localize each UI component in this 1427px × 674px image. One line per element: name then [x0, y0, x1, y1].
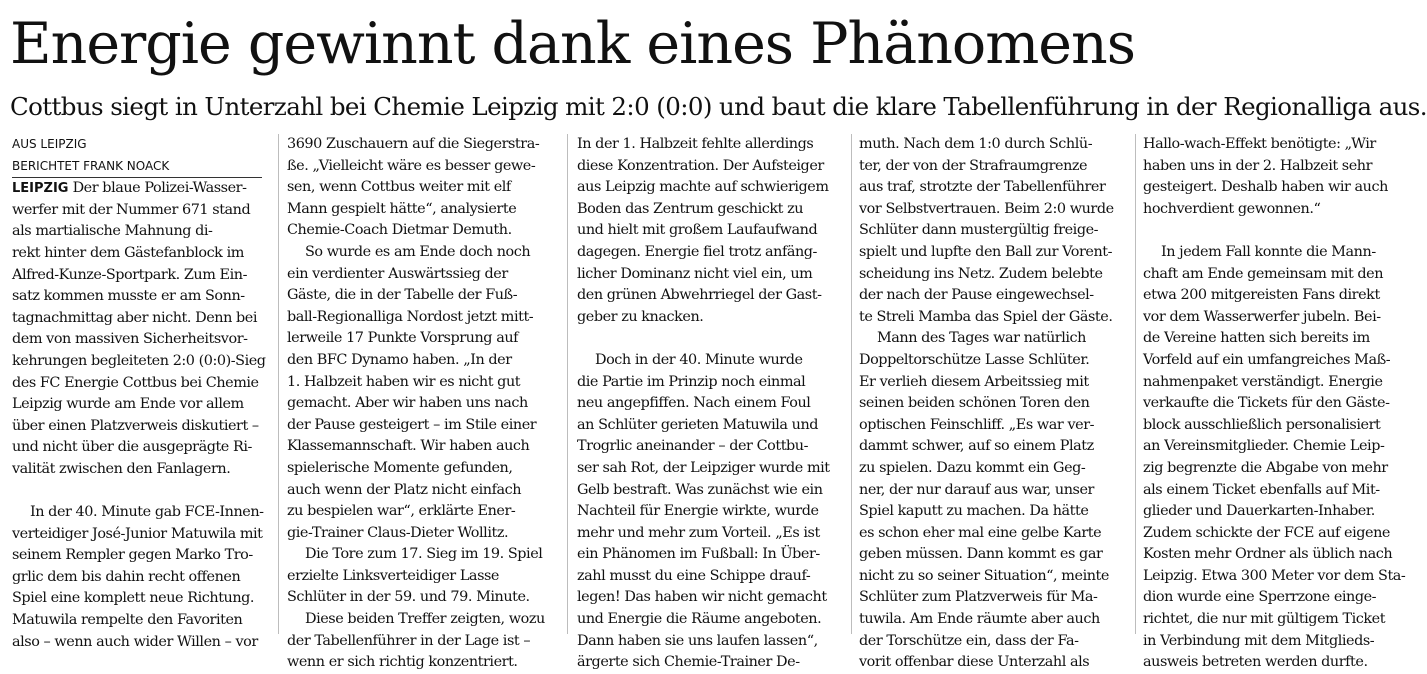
- headline: Energie gewinnt dank eines Phänomens: [10, 11, 1135, 77]
- text-line: Nachteil für Energie wirkte, wurde: [577, 503, 819, 520]
- subheadline: Cottbus siegt in Unterzahl bei Chemie Leipzig mit 2:0 (0:0) und baut die klare Tabellenführung in der Regionalliga aus.: [10, 92, 1427, 121]
- article-column-1: [12, 134, 274, 650]
- text-line: und Energie die Räume angeboten.: [577, 611, 822, 628]
- text-line: Boden das Zentrum geschickt zu: [577, 200, 804, 217]
- text-line: ein Phänomen im Fußball: In Über-: [577, 546, 820, 563]
- text-line: an Schlüter gerieten Matuwila und: [577, 416, 819, 433]
- column-rule: [278, 134, 279, 634]
- text-line: nicht zu so seiner Situation“, meinte: [859, 567, 1109, 584]
- text-line: Mann gespielt hätte“, analysierte: [287, 200, 517, 217]
- text-line: ser sah Rot, der Leipziger wurde mit: [577, 459, 830, 476]
- text-line: seinem Rempler gegen Marko Tro-: [12, 547, 253, 564]
- text-line: rekt hinter dem Gästefanblock im: [12, 244, 244, 261]
- paragraph-gap: [12, 481, 274, 503]
- text-line: Kosten mehr Ordner als üblich nach: [1143, 546, 1393, 563]
- text-line: Schlüter in der 59. und 79. Minute.: [287, 589, 530, 606]
- text-line: an Vereinsmitglieder. Chemie Leip-: [1143, 438, 1385, 455]
- text-line: scheidung ins Netz. Zudem belebte: [859, 265, 1103, 282]
- text-line: Schlüter dann mustergültig freige-: [859, 222, 1099, 239]
- byline-author: BERICHTET FRANK NOACK: [12, 158, 170, 173]
- text-line: Gäste, die in der Tabelle der Fuß-: [287, 287, 518, 304]
- text-line: verteidiger José-Junior Matuwila mit: [12, 525, 263, 542]
- text-line: Dann haben sie uns laufen lassen“,: [577, 632, 818, 649]
- text-line: spielerische Momente gefunden,: [287, 459, 513, 476]
- column-rule: [567, 134, 568, 634]
- text-line: tuwila. Am Ende räumte aber auch: [859, 611, 1100, 628]
- text-line: also – wenn auch wider Willen – vor: [12, 633, 258, 650]
- text-line: satz kommen musste er am Sonn-: [12, 288, 245, 305]
- text-line: In der 1. Halbzeit fehlte allerdings: [577, 136, 814, 152]
- paragraph-gap: [577, 328, 845, 350]
- text-line: etwa 200 mitgereisten Fans direkt: [1143, 287, 1380, 304]
- text-line: aus traf, strotzte der Tabellenführer: [859, 179, 1106, 196]
- text-line: Diese beiden Treffer zeigten, wozu: [305, 611, 545, 628]
- text-line: dammt schwer, auf so einem Platz: [859, 438, 1094, 455]
- text-line: den BFC Dynamo haben. „In der: [287, 351, 512, 368]
- text-line: als martialische Mahnung di-: [12, 223, 213, 240]
- text-line: In der 40. Minute gab FCE-Innen-: [30, 504, 264, 521]
- text-line: grlic dem bis dahin recht offenen: [12, 568, 241, 585]
- text-line: Er verlieh diesem Arbeitssieg mit: [859, 373, 1089, 390]
- text-line: spielt und lupfte den Ball zur Vorent-: [859, 243, 1113, 260]
- text-line: auch wenn der Platz nicht einfach: [287, 481, 522, 498]
- paragraph-gap: [1143, 220, 1397, 242]
- text-line: als einem Ticket ebenfalls auf Mit-: [1143, 481, 1380, 498]
- text-line: Chemie-Coach Dietmar Demuth.: [287, 222, 512, 239]
- article-column-5: [1143, 134, 1406, 671]
- text-line: te Streli Mamba das Spiel der Gäste.: [859, 308, 1113, 325]
- text-line: der Pause gesteigert – im Stile einer: [287, 416, 537, 433]
- text-line: Spiel kaputt zu machen. Da hätte: [859, 503, 1089, 520]
- text-line: haben uns in der 2. Halbzeit sehr: [1143, 157, 1373, 174]
- text-line: In jedem Fall konnte die Mann-: [1161, 243, 1376, 260]
- article-column-2: [287, 134, 559, 671]
- text-line: Leipzig. Etwa 300 Meter vor dem Sta-: [1143, 567, 1406, 584]
- text-line: Doch in der 40. Minute wurde: [595, 351, 803, 368]
- text-line: und nicht über die ausgeprägte Ri-: [12, 439, 252, 456]
- byline-location: AUS LEIPZIG: [12, 137, 87, 151]
- text-line: sen, wenn Cottbus weiter mit elf: [287, 179, 511, 196]
- text-line: gie-Trainer Claus-Dieter Wollitz.: [287, 524, 509, 541]
- text-line: der nach der Pause eingewechsel-: [859, 287, 1094, 304]
- dateline: LEIPZIG: [12, 181, 69, 197]
- text-line: licher Dominanz nicht viel ein, um: [577, 265, 813, 282]
- text-line: de Vereine hatten sich bereits im: [1143, 330, 1370, 347]
- text-line: es schon eher mal eine gelbe Karte: [859, 524, 1102, 541]
- text-line: ße. „Vielleicht wäre es besser gewe-: [287, 157, 536, 174]
- text-line: optischen Feinschliff. „Es war ver-: [859, 416, 1095, 433]
- text-line: Hallo-wach-Effekt benötigte: „Wir: [1143, 136, 1376, 152]
- text-line: Klassemannschaft. Wir haben auch: [287, 438, 530, 455]
- text-line: chaft am Ende gemeinsam mit den: [1143, 265, 1384, 282]
- text-line: Doppeltorschütze Lasse Schlüter.: [859, 351, 1090, 368]
- text-line: 3690 Zuschauern auf die Siegerstra-: [287, 136, 540, 152]
- text-line: des FC Energie Cottbus bei Chemie: [12, 374, 259, 391]
- text-line: legen! Das haben wir nicht gemacht: [577, 589, 827, 606]
- text-line: den grünen Abwehrriegel der Gast-: [577, 287, 822, 304]
- text-line: dagegen. Energie fiel trotz anfäng-: [577, 243, 817, 260]
- text-line: Die Tore zum 17. Sieg im 19. Spiel: [305, 546, 543, 563]
- text-line: Matuwila rempelte den Favoriten: [12, 612, 243, 629]
- text-line: über einen Platzverweis diskutiert –: [12, 417, 259, 434]
- column-rule: [1135, 134, 1136, 634]
- text-line: Schlüter zum Platzverweis für Ma-: [859, 589, 1098, 606]
- text-line: und hielt mit großem Laufaufwand: [577, 222, 818, 239]
- text-line: zu spielen. Dazu kommt ein Geg-: [859, 459, 1086, 476]
- text-line: gesteigert. Deshalb haben wir auch: [1143, 179, 1388, 196]
- text-line: ter, der von der Strafraumgrenze: [859, 157, 1088, 174]
- text-line: ball-Regionalliga Nordost jetzt mitt-: [287, 308, 534, 325]
- text-line: erzielte Linksverteidiger Lasse: [287, 567, 499, 584]
- text-line: vorit offenbar diese Unterzahl als: [859, 654, 1090, 671]
- text-line: vor Selbstvertrauen. Beim 2:0 wurde: [859, 200, 1114, 217]
- text-line: vor dem Wasserwerfer jubeln. Bei-: [1143, 308, 1381, 325]
- column-rule: [851, 134, 852, 634]
- text-line: Alfred-Kunze-Sportpark. Zum Ein-: [12, 266, 247, 283]
- text-line: mehr und mehr zum Vorteil. „Es ist: [577, 524, 820, 541]
- text-line: Zudem schickte der FCE auf eigene: [1143, 524, 1390, 541]
- text-line: aus Leipzig machte auf schwierigem: [577, 179, 829, 196]
- text-line: 1. Halbzeit haben wir es nicht gut: [287, 373, 521, 390]
- text-line: zu bespielen war“, erklärte Ener-: [287, 503, 516, 520]
- text-line: hochverdient gewonnen.“: [1143, 200, 1321, 217]
- text-line: Spiel eine komplett neue Richtung.: [12, 590, 255, 607]
- text-line: ausweis betreten werden durfte.: [1143, 654, 1368, 671]
- text-line: wenn er sich richtig konzentriert.: [287, 654, 518, 671]
- text-line: ärgerte sich Chemie-Trainer De-: [577, 654, 800, 671]
- text-line: werfer mit der Nummer 671 stand: [12, 201, 251, 218]
- text-line: die Partie im Prinzip noch einmal: [577, 373, 806, 390]
- text-line: nahmenpaket verständigt. Energie: [1143, 373, 1383, 390]
- text-line: kehrungen begleiteten 2:0 (0:0)-Sieg: [12, 352, 266, 369]
- text-line: LEIPZIG Der blaue Polizei-Wasser-: [12, 180, 247, 197]
- text-line: Gelb bestraft. Was zunächst wie ein: [577, 481, 823, 498]
- text-line: geben müssen. Dann kommt es gar: [859, 546, 1103, 563]
- text-line: ein verdienter Auswärtssieg der: [287, 265, 508, 282]
- article-column-4: [859, 134, 1129, 671]
- text-line: lerweile 17 Punkte Vorsprung auf: [287, 330, 519, 347]
- text-line: gemacht. Aber wir haben uns nach: [287, 395, 528, 412]
- text-line: Trogrlic aneinander – der Cottbu-: [577, 438, 809, 455]
- text-line: dem von massiven Sicherheitsvor-: [12, 331, 248, 348]
- text-line: zig begrenzte die Abgabe von mehr: [1143, 459, 1388, 476]
- text-line: der Tabellenführer in der Lage ist –: [287, 632, 531, 649]
- text-line: So wurde es am Ende doch noch: [305, 243, 531, 260]
- article-column-3: [577, 134, 845, 671]
- text-line: seinen beiden schönen Toren den: [859, 395, 1090, 412]
- text-line: diese Konzentration. Der Aufsteiger: [577, 157, 824, 174]
- text-line: glieder und Dauerkarten-Inhaber.: [1143, 503, 1375, 520]
- text-line: verkaufte die Tickets für den Gäste-: [1143, 395, 1390, 412]
- text-line: Leipzig wurde am Ende vor allem: [12, 396, 244, 413]
- text-line: ner, der nur darauf aus war, unser: [859, 481, 1094, 498]
- text-line: block ausschließlich personalisiert: [1143, 416, 1381, 433]
- text-line: der Torschütze ein, dass der Fa-: [859, 632, 1079, 649]
- text-line: muth. Nach dem 1:0 durch Schlü-: [859, 136, 1093, 152]
- text-line: valität zwischen den Fanlagern.: [12, 460, 231, 477]
- text-line: Vorfeld auf ein umfangreiches Maß-: [1143, 351, 1391, 368]
- text-line: zahl musst du eine Schippe drauf-: [577, 567, 811, 584]
- text-line: tagnachmittag aber nicht. Denn bei: [12, 309, 258, 326]
- text-line: in Verbindung mit dem Mitglieds-: [1143, 632, 1375, 649]
- text-line: geber zu knacken.: [577, 308, 704, 325]
- text-line: dion wurde eine Sperrzone einge-: [1143, 589, 1377, 606]
- text-line: neu angepfiffen. Nach einem Foul: [577, 395, 811, 412]
- text-line: richtet, die nur mit gültigem Ticket: [1143, 611, 1386, 628]
- text-line: Mann des Tages war natürlich: [877, 330, 1086, 347]
